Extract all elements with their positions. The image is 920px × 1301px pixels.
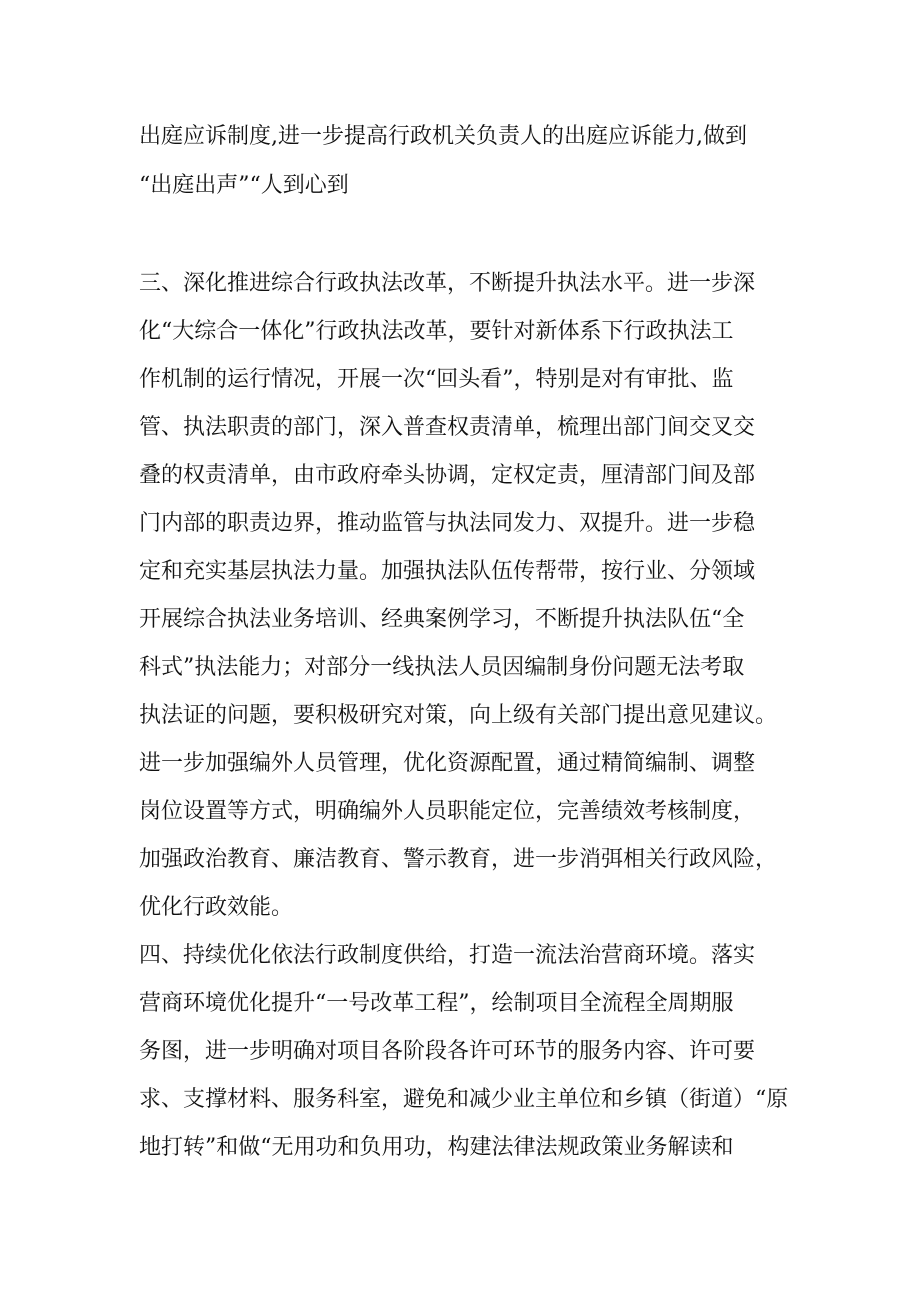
- paragraph-line: 岗位设置等方式，明确编外人员职能定位，完善绩效考核制度，: [139, 799, 756, 824]
- paragraph-line: 加强政治教育、廉洁教育、警示教育，进一步消弭相关行政风险，: [139, 847, 778, 872]
- paragraph-line: 执法证的问题，要积极研究对策，向上级有关部门提出意见建议。: [139, 703, 778, 728]
- paragraph-line: “出庭出声”“人到心到: [139, 173, 349, 198]
- paragraph-line: 科式”执法能力；对部分一线执法人员因编制身份问题无法考取: [139, 655, 745, 680]
- paragraph-line: 求、支撑材料、服务科室，避免和减少业主单位和乡镇（街道）“原: [139, 1087, 789, 1112]
- paragraph-line: 管、执法职责的部门，深入普查权责清单，梳理出部门间交叉交: [139, 415, 756, 440]
- paragraph-line: 定和充实基层执法力量。加强执法队伍传帮带，按行业、分领域: [139, 559, 756, 584]
- paragraph-line: 优化行政效能。: [139, 895, 294, 920]
- paragraph-line: 叠的权责清单，由市政府牵头协调，定权定责，厘清部门间及部: [139, 463, 756, 488]
- paragraph-line: 化“大综合一体化”行政执法改革，要针对新体系下行政执法工: [139, 319, 734, 344]
- paragraph-line: 地打转”和做“无用功和负用功，构建法律法规政策业务解读和: [139, 1135, 734, 1160]
- paragraph-line: 营商环境优化提升“一号改革工程”，绘制项目全流程全周期服: [139, 991, 734, 1016]
- paragraph-line: 出庭应诉制度,进一步提高行政机关负责人的出庭应诉能力,做到: [139, 124, 747, 149]
- paragraph-line: 务图，进一步明确对项目各阶段各许可环节的服务内容、许可要: [139, 1039, 756, 1064]
- paragraph-line: 开展综合执法业务培训、经典案例学习，不断提升执法队伍“全: [139, 607, 745, 632]
- paragraph-line: 三、深化推进综合行政执法改革，不断提升执法水平。进一步深: [139, 271, 756, 296]
- paragraph-line: 作机制的运行情况，开展一次“回头看”，特别是对有审批、监: [139, 367, 734, 392]
- paragraph-line: 门内部的职责边界，推动监管与执法同发力、双提升。进一步稳: [139, 511, 756, 536]
- paragraph-line: 进一步加强编外人员管理，优化资源配置，通过精简编制、调整: [139, 751, 756, 776]
- paragraph-line: 四、持续优化依法行政制度供给，打造一流法治营商环境。落实: [139, 943, 756, 968]
